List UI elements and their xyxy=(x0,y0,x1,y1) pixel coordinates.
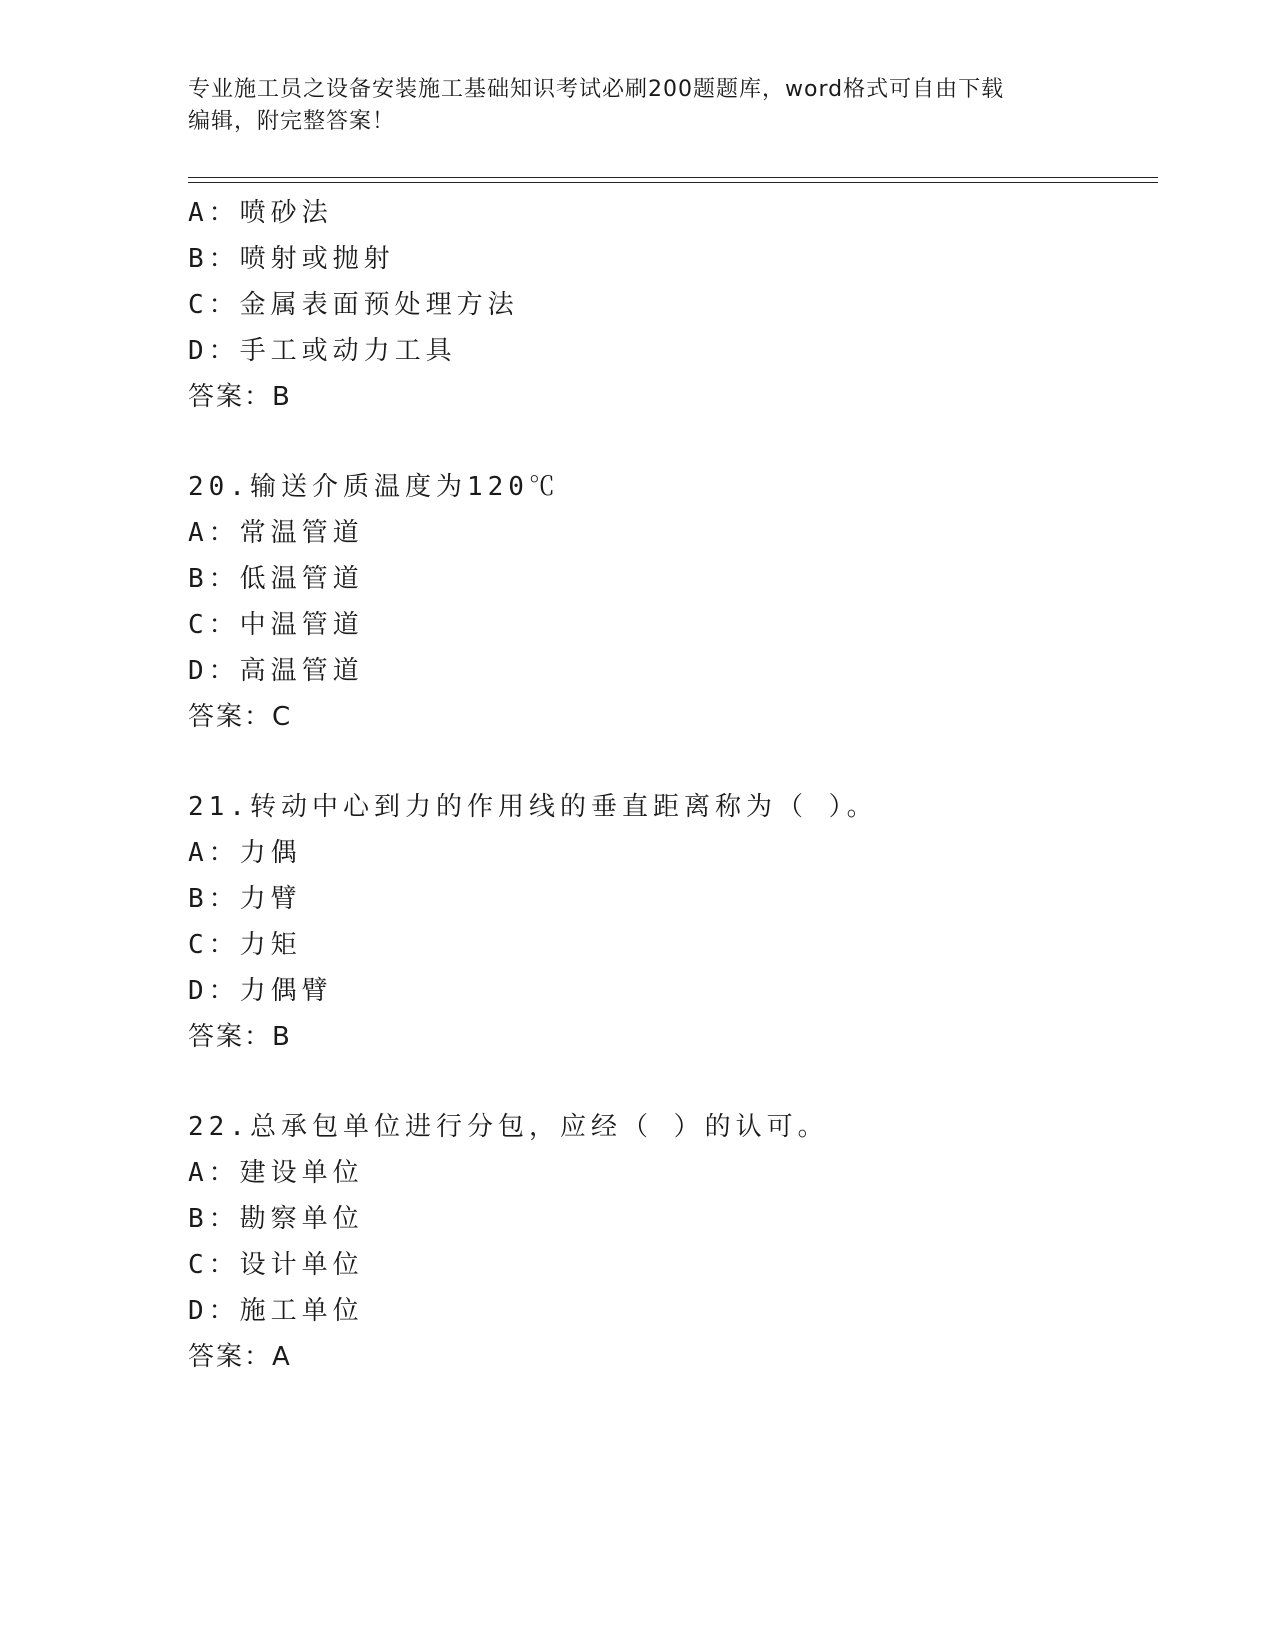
answer-line: 答案：A xyxy=(188,1342,292,1372)
option-d: D：施工单位 xyxy=(188,1296,364,1326)
header-divider-bottom xyxy=(188,182,1158,183)
spacer xyxy=(188,420,1148,464)
spacer xyxy=(188,740,1148,784)
answer-line: 答案：B xyxy=(188,382,292,412)
answer-line: 答案：C xyxy=(188,702,293,732)
question-block-21 xyxy=(188,784,1148,1060)
option-b: B：勘察单位 xyxy=(188,1204,364,1234)
option-c: C：设计单位 xyxy=(188,1250,364,1280)
header-divider-top xyxy=(188,177,1158,178)
question-block-22 xyxy=(188,1104,1148,1380)
option-a: A：力偶 xyxy=(188,838,302,868)
spacer xyxy=(188,1060,1148,1104)
option-d: D：手工或动力工具 xyxy=(188,336,457,366)
option-c: C：力矩 xyxy=(188,930,302,960)
option-b: B：低温管道 xyxy=(188,564,364,594)
question-text: 20.输送介质温度为120℃ xyxy=(188,472,560,502)
option-c: C：中温管道 xyxy=(188,610,364,640)
document-header xyxy=(188,74,1088,138)
option-a: A：常温管道 xyxy=(188,518,364,548)
question-block-19 xyxy=(188,190,1148,420)
option-d: D：高温管道 xyxy=(188,656,364,686)
header-line-2: 编辑，附完整答案！ xyxy=(188,109,396,134)
option-a: A：喷砂法 xyxy=(188,198,333,228)
option-b: B：喷射或抛射 xyxy=(188,244,395,274)
option-b: B：力臂 xyxy=(188,884,302,914)
option-d: D：力偶臂 xyxy=(188,976,333,1006)
question-text: 22.总承包单位进行分包，应经（ ）的认可。 xyxy=(188,1112,829,1142)
option-a: A：建设单位 xyxy=(188,1158,364,1188)
question-text: 21.转动中心到力的作用线的垂直距离称为（ ）。 xyxy=(188,792,878,822)
option-c: C：金属表面预处理方法 xyxy=(188,290,519,320)
question-block-20 xyxy=(188,464,1148,740)
question-list xyxy=(188,190,1148,1380)
answer-line: 答案：B xyxy=(188,1022,292,1052)
header-line-1: 专业施工员之设备安装施工基础知识考试必刷200题题库，word格式可自由下载 xyxy=(188,77,1005,102)
